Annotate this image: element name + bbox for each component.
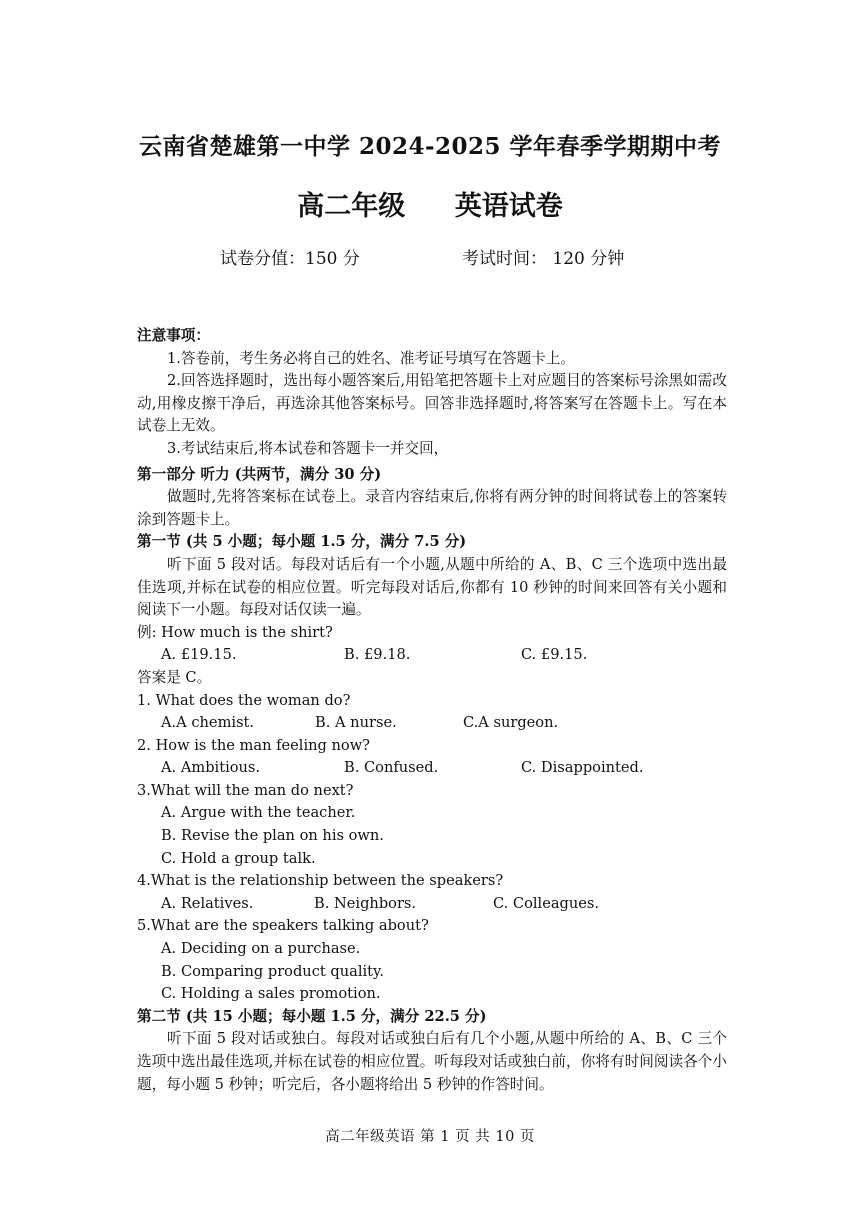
option: A. £19.15.: [161, 646, 237, 664]
grade-subject-title: [0, 184, 860, 223]
part1-instruction: 做题时,先将答案标在试卷上。录音内容结束后,你将有两分钟的时间将试卷上的答案转涂到答题卡上。: [137, 488, 727, 528]
option: B. Neighbors.: [314, 894, 417, 912]
section1-heading: 第一节 (共 5 小题；每小题 1.5 分，满分 7.5 分): [137, 533, 467, 551]
section1-instruction: 听下面 5 段对话。每段对话后有一个小题,从题中所给的 A、B、C 三个选项中选出最佳选项,并标在试卷的相应位置。听完每段对话后,你都有 10 秒钟的时间来回答有关小题和阅读下一小题。每段对话仅读一遍。: [137, 555, 727, 619]
question-1-options: [137, 712, 727, 735]
grade-label: 高二年级: [297, 191, 406, 222]
option: B. Revise the plan on his own.: [161, 827, 384, 845]
exam-body: [137, 325, 727, 1096]
option: A.A chemist.: [161, 714, 255, 732]
section2-instruction: 听下面 5 段对话或独白。每段对话或独白后有几个小题,从题中所给的 A、B、C 三个选项中选出最佳选项,并标在试卷的相应位置。听每段对话或独白前，你将有时间阅读各个小题，每小题 5 秒钟；听完后，各小题将给出 5 秒钟的作答时间。: [137, 1030, 727, 1093]
note-item: 3.考试结束后,将本试卷和答题卡一并交回，: [167, 439, 449, 457]
option: B. Confused.: [344, 759, 439, 777]
notes-title: 注意事项：: [137, 327, 210, 344]
question-1: 1. What does the woman do?: [137, 691, 351, 709]
option: C. £9.15.: [521, 646, 588, 664]
question-2-options: [137, 757, 727, 780]
option: A. Ambitious.: [161, 759, 261, 777]
school-exam-title: 云南省楚雄第一中学 2024-2025 学年春季学期期中考: [138, 133, 722, 160]
option: C. Colleagues.: [493, 894, 600, 912]
option: C. Disappointed.: [521, 759, 644, 777]
example-question: 例: How much is the shirt?: [137, 623, 333, 641]
option: C. Hold a group talk.: [161, 849, 316, 867]
part1-heading: 第一部分 听力 (共两节，满分 30 分): [137, 465, 382, 483]
time-info: 考试时间： 120 分钟: [462, 249, 625, 269]
score-info: 试卷分值：150 分: [220, 249, 360, 269]
option: C. Holding a sales promotion.: [161, 985, 381, 1003]
option: A. Deciding on a purchase.: [161, 940, 361, 958]
page-footer: 高二年级英语 第 1 页 共 10 页: [325, 1129, 535, 1145]
option: A. Argue with the teacher.: [161, 804, 356, 822]
note-item: 1.答卷前，考生务必将自己的姓名、准考证号填写在答题卡上。: [167, 349, 575, 367]
option: B. £9.18.: [344, 646, 411, 664]
option: B. Comparing product quality.: [161, 962, 384, 980]
question-2: 2. How is the man feeling now?: [137, 736, 371, 754]
note-item: 2.回答选择题时，选出每小题答案后,用铅笔把答题卡上对应题目的答案标号涂黑如需改动,用橡皮擦干净后，再选涂其他答案标号。回答非选择题时,将答案写在答题卡上。写在本试卷上无效。: [137, 372, 727, 435]
example-options: [137, 644, 727, 667]
question-3: 3.What will the man do next?: [137, 781, 354, 799]
section2-heading: 第二节 (共 15 小题；每小题 1.5 分，满分 22.5 分): [137, 1007, 487, 1025]
option: B. A nurse.: [315, 714, 397, 732]
question-4-options: [137, 893, 727, 916]
subject-label: 英语试卷: [454, 191, 563, 222]
question-4: 4.What is the relationship between the speakers?: [137, 872, 504, 890]
option: A. Relatives.: [161, 894, 254, 912]
question-5: 5.What are the speakers talking about?: [137, 917, 429, 935]
option: C.A surgeon.: [463, 714, 559, 732]
example-answer: 答案是 C。: [137, 668, 212, 686]
